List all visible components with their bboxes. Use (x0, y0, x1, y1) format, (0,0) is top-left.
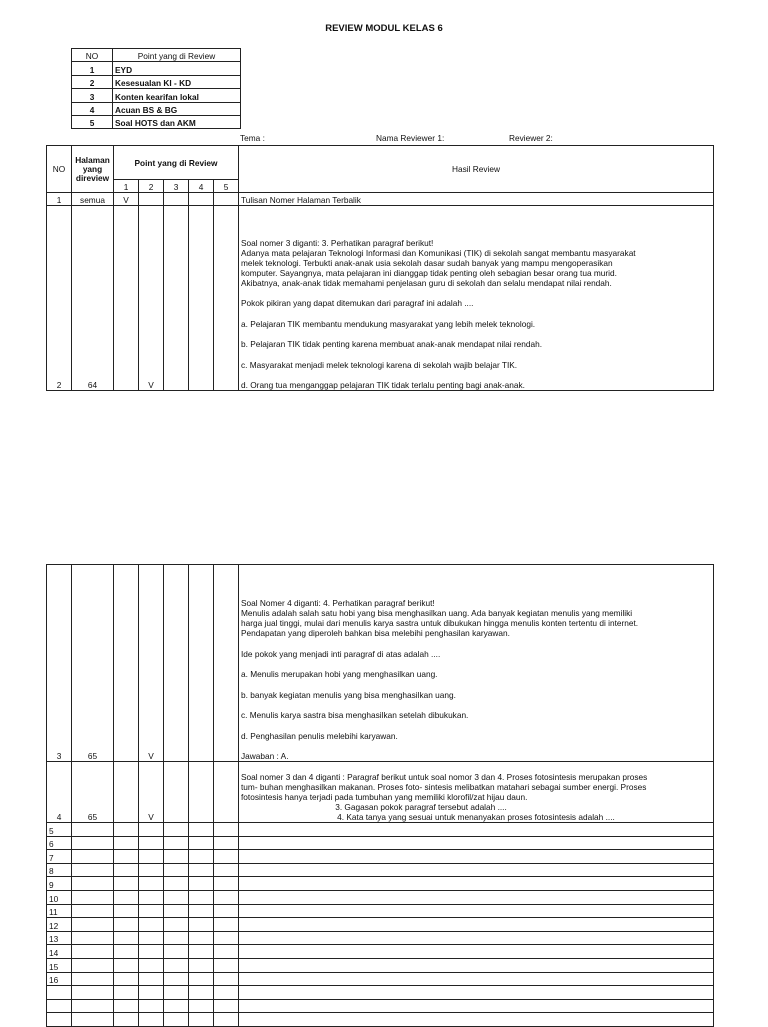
legend-row (72, 102, 241, 115)
empty-cell (239, 863, 714, 877)
empty-cell (139, 836, 164, 850)
row-hasil: Tulisan Nomer Halaman Terbalik (239, 193, 714, 206)
empty-cell (164, 890, 189, 904)
review-points-legend (71, 48, 241, 129)
legend-label: Kesesualan KI - KD (113, 75, 241, 88)
empty-cell (114, 958, 139, 972)
empty-cell (239, 999, 714, 1013)
empty-cell (189, 1013, 214, 1027)
empty-cell (139, 945, 164, 959)
empty-cell (214, 863, 239, 877)
empty-cell (114, 931, 139, 945)
row-no: 11 (47, 904, 72, 918)
empty-cell (189, 999, 214, 1013)
empty-cell (72, 972, 114, 986)
review-table-continued (46, 564, 714, 1027)
empty-cell (114, 823, 139, 837)
empty-rows (47, 823, 714, 1027)
empty-cell (72, 877, 114, 891)
empty-cell (239, 1013, 714, 1027)
table-row (47, 999, 714, 1013)
empty-cell (189, 986, 214, 1000)
empty-cell (72, 890, 114, 904)
review-paragraph: Soal nomer 3 dan 4 diganti : Paragraf berikut untuk soal nomor 3 dan 4. Proses fotosintesis merupakan proses tum- buhan menghasilkan makanan. Proses foto- sintesis melibatkan matahari sebagai sumber energi. Proses fotosintesis hanya terjadi pada tumbuhan yang memiliki klorofil/zat hijau daun. (241, 772, 648, 802)
row-no (47, 986, 72, 1000)
review-option: c. Masyarakat menjadi melek teknologi karena di sekolah wajib belajar TIK. (241, 359, 518, 370)
review-table (46, 145, 714, 391)
row-no (47, 1013, 72, 1027)
table-row (47, 986, 714, 1000)
table-row (47, 836, 714, 850)
review-question: Pokok pikiran yang dapat ditemukan dari paragraf ini adalah .... (241, 298, 474, 308)
empty-cell (164, 986, 189, 1000)
row-no: 8 (47, 863, 72, 877)
row-no: 9 (47, 877, 72, 891)
row-no: 5 (47, 823, 72, 837)
empty-cell (189, 836, 214, 850)
empty-cell (139, 850, 164, 864)
empty-cell (114, 918, 139, 932)
empty-cell (114, 863, 139, 877)
empty-cell (164, 863, 189, 877)
table-row (47, 931, 714, 945)
empty-cell (139, 918, 164, 932)
point-number: 2 (139, 180, 164, 193)
table-row (47, 972, 714, 986)
table-row (47, 877, 714, 891)
empty-cell (239, 918, 714, 932)
point-number: 5 (214, 180, 239, 193)
empty-cell (214, 918, 239, 932)
empty-cell (239, 823, 714, 837)
legend-label: Soal HOTS dan AKM (113, 115, 241, 128)
empty-cell (239, 850, 714, 864)
empty-cell (164, 958, 189, 972)
legend-row (72, 89, 241, 102)
empty-cell (189, 877, 214, 891)
review-option: c. Menulis karya sastra bisa menghasilkan setelah dibukukan. (241, 710, 469, 720)
empty-cell (164, 918, 189, 932)
row-mark: V (139, 762, 164, 823)
empty-cell (214, 999, 239, 1013)
legend-no: 1 (72, 62, 113, 75)
row-no: 13 (47, 931, 72, 945)
empty-cell (164, 877, 189, 891)
empty-cell (72, 823, 114, 837)
point-number: 4 (189, 180, 214, 193)
empty-cell (214, 823, 239, 837)
empty-cell (114, 986, 139, 1000)
legend-no: 3 (72, 89, 113, 102)
table-row (47, 762, 714, 823)
table-row (47, 206, 714, 391)
review-option: b. banyak kegiatan menulis yang bisa menghasilkan uang. (241, 689, 456, 700)
header-row (47, 146, 714, 180)
empty-cell (214, 931, 239, 945)
table-row (47, 193, 714, 206)
row-no: 12 (47, 918, 72, 932)
empty-cell (164, 972, 189, 986)
tema-label: Tema : (240, 133, 265, 143)
point-number: 3 (164, 180, 189, 193)
empty-cell (114, 836, 139, 850)
empty-cell (189, 850, 214, 864)
review-question: 3. Gagasan pokok paragraf tersebut adalah .... (335, 802, 507, 812)
row-halaman: 65 (72, 565, 114, 762)
halaman-header: Halaman yang direview (72, 146, 114, 193)
table-row (47, 918, 714, 932)
table-row (47, 823, 714, 837)
row-mark: V (139, 206, 164, 391)
empty-cell (72, 999, 114, 1013)
empty-cell (164, 850, 189, 864)
empty-cell (214, 850, 239, 864)
empty-cell (72, 836, 114, 850)
table-row (47, 945, 714, 959)
empty-cell (72, 1013, 114, 1027)
page-title: REVIEW MODUL KELAS 6 (325, 23, 443, 34)
empty-cell (72, 904, 114, 918)
review-option: b. Pelajaran TIK tidak penting karena membuat anak-anak mendapat nilai rendah. (241, 339, 543, 349)
empty-cell (214, 904, 239, 918)
row-halaman: 64 (72, 206, 114, 391)
reviewer1-label: Nama Reviewer 1: (376, 133, 445, 143)
row-no: 7 (47, 850, 72, 864)
legend-no: 5 (72, 115, 113, 128)
table-row (47, 850, 714, 864)
table-row (47, 904, 714, 918)
review-paragraph: Soal Nomer 4 diganti: 4. Perhatikan paragraf berikut! Menulis adalah salah satu hobi yang bisa menghasilkan uang. Ada banyak kegiatan menulis yang memiliki harga jual tinggi, mulai dari menulis karya sastra untuk dibukukan hingga menulis konten tertentu di internet. Pendapatan yang diperoleh bahkan bisa melebihi penghasilan karyawan. (241, 598, 639, 638)
row-mark: V (114, 193, 139, 206)
review-question: Ide pokok yang menjadi inti paragraf di atas adalah .... (241, 648, 441, 659)
review-question: 4. Kata tanya yang sesuai untuk menanyakan proses fotosintesis adalah .... (337, 812, 615, 822)
empty-cell (239, 877, 714, 891)
empty-cell (114, 904, 139, 918)
row-hasil (239, 762, 714, 823)
empty-cell (72, 958, 114, 972)
empty-cell (239, 945, 714, 959)
empty-cell (139, 904, 164, 918)
empty-cell (164, 836, 189, 850)
empty-cell (114, 945, 139, 959)
empty-cell (239, 890, 714, 904)
point-header: Point yang di Review (114, 146, 239, 180)
review-option: d. Orang tua menganggap pelajaran TIK tidak terlalu penting bagi anak-anak. (241, 380, 525, 390)
legend-row (72, 115, 241, 128)
empty-cell (239, 958, 714, 972)
empty-cell (214, 890, 239, 904)
empty-cell (239, 931, 714, 945)
review-option: a. Pelajaran TIK membantu mendukung masyarakat yang lebih melek teknologi. (241, 318, 536, 329)
empty-cell (164, 823, 189, 837)
empty-cell (139, 823, 164, 837)
row-no (47, 999, 72, 1013)
empty-cell (139, 931, 164, 945)
row-no: 3 (47, 565, 72, 762)
row-no: 1 (47, 193, 72, 206)
row-no: 4 (47, 762, 72, 823)
empty-cell (72, 931, 114, 945)
table-row (47, 565, 714, 762)
empty-cell (189, 890, 214, 904)
empty-cell (239, 986, 714, 1000)
legend-header-row (72, 49, 241, 62)
legend-row (72, 75, 241, 88)
legend-no: 2 (72, 75, 113, 88)
row-no: 10 (47, 890, 72, 904)
no-header: NO (47, 146, 72, 193)
empty-cell (139, 958, 164, 972)
empty-cell (164, 1013, 189, 1027)
legend-point-header: Point yang di Review (113, 49, 241, 62)
row-no: 15 (47, 958, 72, 972)
empty-cell (139, 999, 164, 1013)
table-row (47, 958, 714, 972)
empty-cell (239, 836, 714, 850)
table-row (47, 863, 714, 877)
empty-cell (214, 836, 239, 850)
empty-cell (114, 877, 139, 891)
empty-cell (189, 904, 214, 918)
row-hasil (239, 206, 714, 391)
point-number: 1 (114, 180, 139, 193)
empty-cell (139, 1013, 164, 1027)
row-halaman: 65 (72, 762, 114, 823)
empty-cell (139, 972, 164, 986)
empty-cell (139, 890, 164, 904)
table-row (47, 890, 714, 904)
legend-label: Konten kearifan lokal (113, 89, 241, 102)
empty-cell (114, 972, 139, 986)
empty-cell (164, 931, 189, 945)
legend-no: 4 (72, 102, 113, 115)
empty-cell (214, 972, 239, 986)
legend-label: Acuan BS & BG (113, 102, 241, 115)
empty-cell (72, 863, 114, 877)
empty-cell (189, 823, 214, 837)
empty-cell (214, 958, 239, 972)
empty-cell (139, 877, 164, 891)
review-answer: Jawaban : A. (241, 751, 289, 761)
empty-cell (72, 945, 114, 959)
review-paragraph: Soal nomer 3 diganti: 3. Perhatikan paragraf berikut! Adanya mata pelajaran Teknologi Informasi dan Komunikasi (TIK) di sekolah sangat membantu masyarakat melek teknologi. Terbukti anak-anak usia sekolah dasar sudah banyak yang mampu mengoperasikan komputer. Sayangnya, mata pelajaran ini dianggap tidak penting oleh sebagian besar orang tua murid. Akibatnya, anak-anak tidak memahami penjelasan guru di sekolah dan selalu mendapat nilai rendah. (241, 237, 636, 288)
hasil-header: Hasil Review (239, 146, 714, 193)
row-no: 14 (47, 945, 72, 959)
empty-cell (72, 986, 114, 1000)
row-halaman: semua (72, 193, 114, 206)
empty-cell (214, 945, 239, 959)
legend-row (72, 62, 241, 75)
row-no: 2 (47, 206, 72, 391)
empty-cell (114, 890, 139, 904)
empty-cell (214, 1013, 239, 1027)
row-hasil (239, 565, 714, 762)
empty-cell (214, 877, 239, 891)
empty-cell (214, 986, 239, 1000)
legend-label: EYD (113, 62, 241, 75)
empty-cell (72, 918, 114, 932)
review-option: d. Penghasilan penulis melebihi karyawan. (241, 730, 398, 741)
review-option: a. Menulis merupakan hobi yang menghasilkan uang. (241, 669, 438, 679)
empty-cell (164, 999, 189, 1013)
row-no: 6 (47, 836, 72, 850)
empty-cell (139, 863, 164, 877)
empty-cell (139, 986, 164, 1000)
legend-no-header: NO (72, 49, 113, 62)
empty-cell (189, 945, 214, 959)
empty-cell (114, 1013, 139, 1027)
empty-cell (164, 904, 189, 918)
empty-cell (72, 850, 114, 864)
empty-cell (189, 958, 214, 972)
empty-cell (164, 945, 189, 959)
empty-cell (189, 918, 214, 932)
table-row (47, 1013, 714, 1027)
reviewer2-label: Reviewer 2: (509, 133, 553, 143)
empty-cell (114, 999, 139, 1013)
empty-cell (189, 863, 214, 877)
empty-cell (189, 931, 214, 945)
empty-cell (114, 850, 139, 864)
empty-cell (189, 972, 214, 986)
empty-cell (239, 972, 714, 986)
empty-cell (239, 904, 714, 918)
row-no: 16 (47, 972, 72, 986)
row-mark: V (139, 565, 164, 762)
